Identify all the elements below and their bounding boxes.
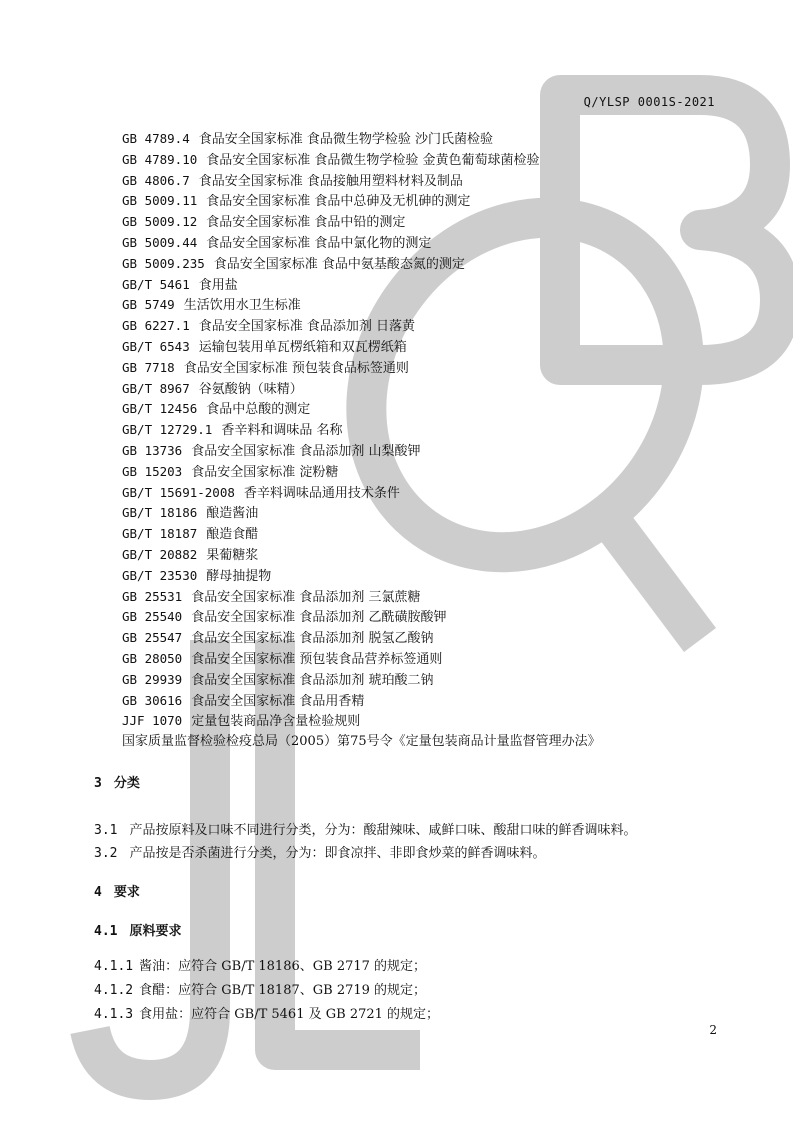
- reference-code: GB 7718: [122, 359, 175, 375]
- reference-item: [122, 337, 601, 358]
- reference-title: 国家质量监督检验检疫总局（2005）第75号令《定量包装商品计量监督管理办法》: [122, 734, 601, 750]
- reference-item: [122, 607, 601, 628]
- reference-item: [122, 441, 601, 462]
- reference-title: 食品安全国家标准 食品添加剂 山梨酸钾: [191, 443, 421, 459]
- reference-title: 食品安全国家标准 食品接触用塑料材料及制品: [198, 173, 463, 189]
- reference-title: 香辛料调味品通用技术条件: [243, 485, 400, 501]
- reference-item: [122, 566, 601, 587]
- reference-item: [122, 670, 601, 691]
- reference-item: [122, 275, 601, 296]
- reference-title: 酿造酱油: [206, 506, 259, 522]
- reference-title: 食品安全国家标准 食品添加剂 脱氢乙酸钠: [191, 631, 434, 647]
- reference-title: 谷氨酸钠（味精）: [198, 381, 303, 397]
- reference-item: [122, 524, 601, 545]
- reference-code: GB 6227.1: [122, 318, 190, 334]
- reference-code: GB/T 23530: [122, 567, 198, 583]
- reference-title: 食品中总酸的测定: [206, 402, 311, 418]
- reference-item: [122, 233, 601, 254]
- reference-item: [122, 711, 601, 732]
- clause-4-1-2: 4.1.2 食醋：应符合 GB/T 18187、GB 2719 的规定；: [94, 983, 427, 998]
- reference-item: [122, 462, 601, 483]
- reference-item: [122, 732, 601, 753]
- reference-title: 食品安全国家标准 食品添加剂 三氯蔗糖: [191, 589, 421, 605]
- reference-title: 食品安全国家标准 食品中总砷及无机砷的测定: [206, 194, 471, 210]
- reference-code: GB 25531: [122, 588, 183, 604]
- reference-code: GB 5009.235: [122, 255, 205, 271]
- section-heading-4: 4 要求: [94, 885, 140, 900]
- reference-item: [122, 628, 601, 649]
- clause-3-2: 3.2 产品按是否杀菌进行分类，分为：即食凉拌、非即食炒菜的鲜香调味料。: [94, 846, 546, 861]
- reference-item: [122, 150, 601, 171]
- reference-item: [122, 254, 601, 275]
- reference-title: 食品安全国家标准 预包装食品标签通则: [183, 360, 409, 376]
- reference-item: [122, 212, 601, 233]
- reference-item: [122, 171, 601, 192]
- reference-title: 果葡糖浆: [206, 547, 259, 563]
- reference-item: [122, 191, 601, 212]
- reference-code: GB 5749: [122, 297, 175, 313]
- clause-3-1: 3.1 产品按原料及口味不同进行分类，分为：酸甜辣味、咸鲜口味、酸甜口味的鲜香调味料。: [94, 823, 637, 838]
- section-heading-3: 3 分类: [94, 776, 140, 791]
- reference-code: GB 4789.10: [122, 151, 198, 167]
- reference-code: GB 25540: [122, 609, 183, 625]
- reference-code: GB 30616: [122, 692, 183, 708]
- reference-code: GB/T 20882: [122, 546, 198, 562]
- reference-title: 酵母抽提物: [206, 568, 272, 584]
- reference-code: GB/T 12729.1: [122, 422, 213, 438]
- reference-title: 食品安全国家标准 食品中铅的测定: [206, 215, 406, 231]
- reference-title: 食品安全国家标准 食品微生物学检验 金黄色葡萄球菌检验: [206, 152, 540, 168]
- reference-code: GB/T 5461: [122, 276, 190, 292]
- reference-title: 食品安全国家标准 食品中氨基酸态氮的测定: [213, 256, 465, 272]
- reference-title: 食品安全国家标准 食品添加剂 乙酰磺胺酸钾: [191, 610, 447, 626]
- reference-title: 定量包装商品净含量检验规则: [191, 714, 361, 730]
- reference-code: GB 25547: [122, 630, 183, 646]
- reference-item: [122, 691, 601, 712]
- reference-code: GB/T 8967: [122, 380, 190, 396]
- reference-code: GB/T 18186: [122, 505, 198, 521]
- reference-code: GB 5009.12: [122, 214, 198, 230]
- reference-title: 食品安全国家标准 淀粉糖: [191, 464, 339, 480]
- reference-code: GB/T 6543: [122, 338, 190, 354]
- subsection-heading-4-1: 4.1 原料要求: [94, 924, 182, 939]
- clause-4-1-1: 4.1.1 酱油：应符合 GB/T 18186、GB 2717 的规定；: [94, 959, 427, 974]
- reference-item: [122, 399, 601, 420]
- reference-item: [122, 545, 601, 566]
- reference-item: [122, 379, 601, 400]
- reference-code: GB 5009.44: [122, 234, 198, 250]
- document-code: Q/YLSP 0001S-2021: [583, 95, 715, 109]
- reference-item: [122, 420, 601, 441]
- page-number: 2: [709, 1023, 717, 1037]
- reference-item: [122, 129, 601, 150]
- reference-item: [122, 358, 601, 379]
- reference-item: [122, 587, 601, 608]
- reference-item: [122, 649, 601, 670]
- reference-code: JJF 1070: [122, 713, 183, 729]
- reference-code: GB 15203: [122, 463, 183, 479]
- reference-title: 运输包装用单瓦楞纸箱和双瓦楞纸箱: [198, 339, 407, 355]
- reference-code: GB/T 18187: [122, 526, 198, 542]
- reference-title: 酿造食醋: [206, 527, 259, 543]
- reference-code: GB 28050: [122, 650, 183, 666]
- reference-code: GB/T 12456: [122, 401, 198, 417]
- reference-code: GB 4806.7: [122, 172, 190, 188]
- reference-code: GB 13736: [122, 442, 183, 458]
- reference-title: 食品安全国家标准 食品添加剂 日落黄: [198, 319, 415, 335]
- reference-title: 食品安全国家标准 食品微生物学检验 沙门氏菌检验: [198, 132, 493, 147]
- normative-reference-list: [122, 129, 601, 753]
- reference-item: [122, 316, 601, 337]
- reference-code: GB 4789.4: [122, 131, 190, 146]
- reference-code: GB/T 15691-2008: [122, 484, 235, 500]
- clause-4-1-3: 4.1.3 食用盐：应符合 GB/T 5461 及 GB 2721 的规定；: [94, 1007, 440, 1022]
- reference-code: GB 5009.11: [122, 193, 198, 209]
- reference-title: 食品安全国家标准 预包装食品营养标签通则: [191, 651, 443, 667]
- reference-title: 香辛料和调味品 名称: [221, 423, 343, 439]
- reference-title: 生活饮用水卫生标准: [183, 298, 301, 314]
- reference-item: [122, 503, 601, 524]
- reference-title: 食品安全国家标准 食品添加剂 琥珀酸二钠: [191, 672, 434, 688]
- reference-item: [122, 483, 601, 504]
- reference-title: 食用盐: [198, 277, 238, 293]
- reference-item: [122, 295, 601, 316]
- reference-title: 食品安全国家标准 食品用香精: [191, 693, 365, 709]
- reference-code: GB 29939: [122, 671, 183, 687]
- reference-title: 食品安全国家标准 食品中氯化物的测定: [206, 235, 432, 251]
